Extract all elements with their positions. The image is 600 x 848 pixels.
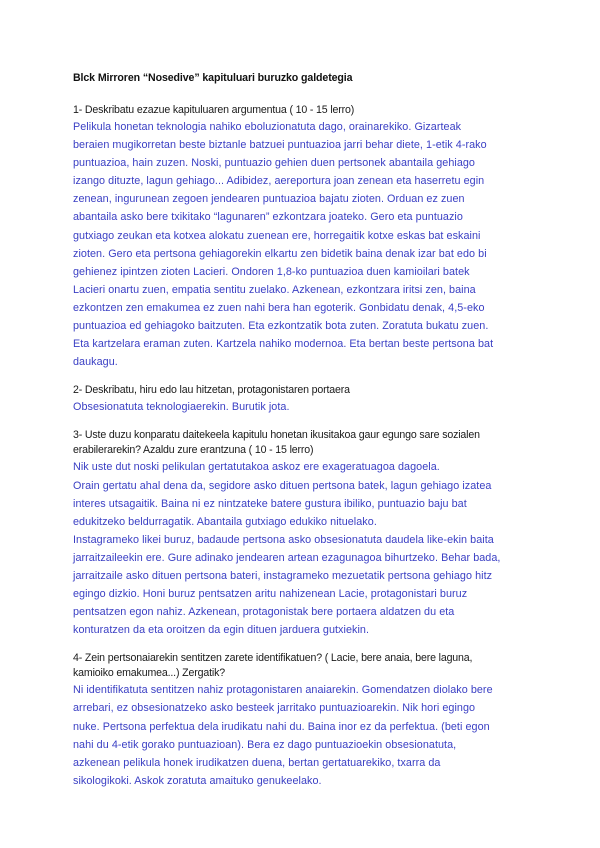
answer-2: Obsesionatuta teknologiaerekin. Burutik jota. [73,401,290,414]
question-section-3 [73,428,533,639]
question-section-1 [73,103,533,371]
question-section-2 [73,383,533,416]
answer-3: Nik uste dut noski pelikulan gertatutakoa askoz ere exageratuagoa dagoela. Orain gertatu ahal dena da, segidore asko dituen pertsona batek, lagun gehiago izatea interes utsagaitik. Baina ni ez nintzateke batere gustura ibiliko, puntuazio baju bat edukitzeko beldurragatik. Abantaila gutxiago edukiko nituelako. Instagrameko likei buruz, badaude pertsona asko obsesionatuta daudela like-ekin baita jarraitzaileekin ere. Gure adinako jendearen artean ezagunagoa bihurtzeko. Behar bada, jarraitzaile asko dituen pertsona bateri, instagrameko mezuetatik pertsona gehiago hitz egingo dizkio. Honi buruz pentsatzen aritu nahizenean Lacie, protagonistari buruz pentsatzen egon nahiz. Azkenean, protagonistak bere portaera aldatzen du eta konturatzen da eta oroitzen da egin dituen jarduera gutxiekin. [73,461,501,637]
document-page [73,70,533,802]
question-3: 3- Uste duzu konparatu daitekeela kapitulu honetan ikusitakoa gaur egungo sare sozialen erabilerarekin? Azaldu zure erantzuna ( 10 - 15 lerro) [73,429,480,457]
answer-4: Ni identifikatuta sentitzen nahiz protagonistaren anaiarekin. Gomendatzen diolako bere arrebari, ez obsesionatzeko asko besteek jarritako puntuazioarekin. Nik hori egingo nuke. Pertsona perfektua dela irudikatu nahi du. Baina inor ez da perfektua. (beti egon nahi du 4-etik gorako puntuazioan). Bera ez dago puntuazioekin obsesionatuta, azkenean pelikula honek irudikatzen duena, bertan gertatuarekiko, txarra da sikologikoki. Askok zoratuta amaituko genukeelako. [73,684,493,787]
answer-1: Pelikula honetan teknologia nahiko eboluzionatuta dago, orainarekiko. Gizarteak beraien mugikorretan beste biztanle batzuei puntuazioa jarri behar diete, 1-etik 4-rako puntuazioa, hain zuzen. Noski, puntuazio gehien duen pertsonek abantaila gehiago izango dituzte, lagun gehiago... Adibidez, aereportura joan zenean eta haserretu egin zenean, ingurunean zegoen jendearen puntuazioa bajatu zioten. Orduan ez zuen abantaila asko bere txikitako “lagunaren” ezkontzara joateko. Gero eta puntuazio gutxiago zeukan eta kotxea alokatu zuenean ere, horregaitik kotxe eskas bat eskaini zioten. Gero eta pertsona gehiagorekin elkartu zen bidetik baina denak izar bat edo bi gehienez ipintzen zioten Lacieri. Ondoren 1,8-ko puntuazioa duen kamioilari batek Lacieri onartu zuen, empatia sentitu zuelako. Azkenean, ezkontzara iritsi zen, baina ezkontzen zen emakumea ez zuen nahi bera han egoterik. Gonbidatu denak, 4,5-eko puntuazioa ed gehiagoko baitzuten. Eta ezkontzatik bota zuten. Zoratuta bukatu zuen. Eta kartzelara eraman zuten. Kartzela nahiko modernoa. Eta bertan beste pertsona bat daukagu. [73,121,494,369]
question-4: 4- Zein pertsonaiarekin sentitzen zarete identifikatuen? ( Lacie, bere anaia, bere laguna, kamioiko emakumea...) Zergatik? [73,652,473,680]
question-1: 1- Deskribatu ezazue kapituluaren argumentua ( 10 - 15 lerro) [73,104,355,116]
question-2: 2- Deskribatu, hiru edo lau hitzetan, protagonistaren portaera [73,384,350,397]
question-section-4 [73,651,533,790]
document-title: Blck Mirroren “Nosedive” kapituluari buruzko galdetegia [73,72,353,84]
